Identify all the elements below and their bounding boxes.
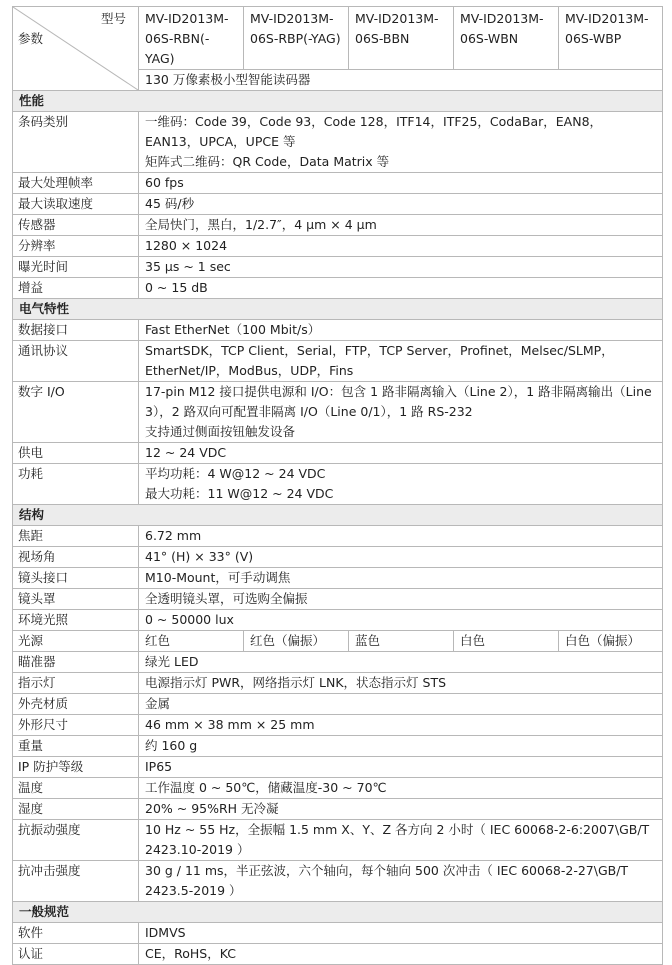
spec-value: 电源指示灯 PWR，网络指示灯 LNK，状态指示灯 STS	[139, 673, 663, 694]
spec-label: 抗振动强度	[13, 820, 139, 861]
spec-value-line: 平均功耗：4 W@12 ~ 24 VDC	[145, 466, 326, 481]
spec-table	[12, 6, 663, 965]
spec-label: 通讯协议	[13, 341, 139, 382]
spec-value: 20% ~ 95%RH 无冷凝	[139, 799, 663, 820]
model-name: MV-ID2013M-06S-WBP	[559, 7, 663, 70]
spec-label: 最大处理帧率	[13, 173, 139, 194]
spec-value: 60 fps	[139, 173, 663, 194]
spec-value-line: 最大功耗：11 W@12 ~ 24 VDC	[145, 486, 334, 501]
spec-row	[13, 257, 663, 278]
spec-row	[13, 923, 663, 944]
spec-row	[13, 757, 663, 778]
spec-row	[13, 341, 663, 382]
spec-row	[13, 652, 663, 673]
spec-value: 0 ~ 50000 lux	[139, 610, 663, 631]
spec-row	[13, 236, 663, 257]
spec-label: 抗冲击强度	[13, 861, 139, 902]
spec-label: 功耗	[13, 464, 139, 505]
spec-label: 指示灯	[13, 673, 139, 694]
spec-row	[13, 526, 663, 547]
light-source-cell: 白色	[454, 631, 559, 652]
spec-value: 全透明镜头罩，可选购全偏振	[139, 589, 663, 610]
spec-label: 外壳材质	[13, 694, 139, 715]
spec-value-line: 矩阵式二维码：QR Code，Data Matrix 等	[145, 154, 390, 169]
spec-value: 30 g / 11 ms，半正弦波，六个轴向，每个轴向 500 次冲击（ IEC 60068-2-27\GB/T 2423.5-2019 ）	[139, 861, 663, 902]
spec-label: 重量	[13, 736, 139, 757]
spec-value: 46 mm × 38 mm × 25 mm	[139, 715, 663, 736]
spec-label: 数字 I/O	[13, 382, 139, 443]
spec-value	[139, 112, 663, 173]
spec-label: 供电	[13, 443, 139, 464]
spec-row	[13, 112, 663, 173]
spec-label: 湿度	[13, 799, 139, 820]
spec-value: 6.72 mm	[139, 526, 663, 547]
spec-label: IP 防护等级	[13, 757, 139, 778]
spec-row	[13, 589, 663, 610]
spec-row	[13, 778, 663, 799]
light-source-cell: 红色（偏振）	[244, 631, 349, 652]
spec-value	[139, 382, 663, 443]
spec-label: 曝光时间	[13, 257, 139, 278]
spec-value: 绿光 LED	[139, 652, 663, 673]
spec-label: 传感器	[13, 215, 139, 236]
spec-value-line: 17-pin M12 接口提供电源和 I/O：包含 1 路非隔离输入（Line 2），1 路非隔离输出（Line 3），2 路双向可配置非隔离 I/O（Line 0/1），1 路 RS-232	[145, 384, 652, 419]
spec-row	[13, 173, 663, 194]
spec-row	[13, 694, 663, 715]
header-corner	[13, 7, 139, 91]
spec-value: Fast EtherNet（100 Mbit/s）	[139, 320, 663, 341]
spec-label: 数据接口	[13, 320, 139, 341]
model-name: MV-ID2013M-06S-WBN	[454, 7, 559, 70]
corner-param-label: 参数	[18, 31, 44, 46]
spec-row	[13, 631, 663, 652]
spec-value: 工作温度 0 ~ 50℃，储藏温度-30 ~ 70℃	[139, 778, 663, 799]
spec-row	[13, 944, 663, 965]
spec-row	[13, 464, 663, 505]
spec-label: 最大读取速度	[13, 194, 139, 215]
spec-label: 条码类别	[13, 112, 139, 173]
model-name: MV-ID2013M-06S-BBN	[349, 7, 454, 70]
section-title: 性能	[13, 91, 663, 112]
section-row	[13, 299, 663, 320]
spec-label: 软件	[13, 923, 139, 944]
header-row	[13, 7, 663, 70]
spec-value: 35 μs ~ 1 sec	[139, 257, 663, 278]
section-title: 一般规范	[13, 902, 663, 923]
spec-row	[13, 194, 663, 215]
spec-label: 分辨率	[13, 236, 139, 257]
spec-row	[13, 443, 663, 464]
spec-value: 1280 × 1024	[139, 236, 663, 257]
spec-label: 温度	[13, 778, 139, 799]
light-source-cell: 蓝色	[349, 631, 454, 652]
light-source-cell: 白色（偏振）	[559, 631, 663, 652]
spec-label: 增益	[13, 278, 139, 299]
product-subtitle: 130 万像素极小型智能读码器	[139, 70, 663, 91]
spec-value: M10-Mount，可手动调焦	[139, 568, 663, 589]
spec-label: 环境光照	[13, 610, 139, 631]
corner-model-label: 型号	[100, 11, 126, 26]
spec-row	[13, 215, 663, 236]
spec-label: 外形尺寸	[13, 715, 139, 736]
spec-label: 光源	[13, 631, 139, 652]
spec-label: 瞄准器	[13, 652, 139, 673]
section-title: 结构	[13, 505, 663, 526]
spec-value: IDMVS	[139, 923, 663, 944]
spec-row	[13, 547, 663, 568]
spec-row	[13, 610, 663, 631]
spec-row	[13, 799, 663, 820]
spec-value: 0 ~ 15 dB	[139, 278, 663, 299]
spec-row	[13, 382, 663, 443]
spec-value	[139, 464, 663, 505]
spec-value: IP65	[139, 757, 663, 778]
spec-label: 认证	[13, 944, 139, 965]
spec-value-line: 支持通过侧面按钮触发设备	[145, 424, 296, 439]
spec-value: 12 ~ 24 VDC	[139, 443, 663, 464]
spec-label: 镜头接口	[13, 568, 139, 589]
spec-label: 镜头罩	[13, 589, 139, 610]
spec-row	[13, 861, 663, 902]
spec-value: CE，RoHS，KC	[139, 944, 663, 965]
spec-value: 10 Hz ~ 55 Hz，全振幅 1.5 mm X、Y、Z 各方向 2 小时（ IEC 60068-2-6:2007\GB/T 2423.10-2019 ）	[139, 820, 663, 861]
spec-row	[13, 278, 663, 299]
spec-row	[13, 715, 663, 736]
spec-value-line: 一维码：Code 39，Code 93，Code 128，ITF14，ITF25，CodaBar，EAN8，EAN13，UPCA，UPCE 等	[145, 114, 603, 149]
section-title: 电气特性	[13, 299, 663, 320]
spec-value: 45 码/秒	[139, 194, 663, 215]
spec-row	[13, 820, 663, 861]
spec-value: 金属	[139, 694, 663, 715]
spec-label: 焦距	[13, 526, 139, 547]
spec-row	[13, 568, 663, 589]
model-name: MV-ID2013M-06S-RBP(-YAG)	[244, 7, 349, 70]
spec-row	[13, 320, 663, 341]
spec-value: SmartSDK，TCP Client，Serial，FTP，TCP Server，Profinet，Melsec/SLMP，EtherNet/IP，ModBus，UDP，Fins	[139, 341, 663, 382]
section-row	[13, 902, 663, 923]
spec-value: 全局快门，黑白，1/2.7″，4 μm × 4 μm	[139, 215, 663, 236]
light-source-cell: 红色	[139, 631, 244, 652]
model-name: MV-ID2013M-06S-RBN(-YAG)	[139, 7, 244, 70]
spec-label: 视场角	[13, 547, 139, 568]
spec-value: 约 160 g	[139, 736, 663, 757]
spec-row	[13, 736, 663, 757]
spec-value: 41° (H) × 33° (V)	[139, 547, 663, 568]
spec-row	[13, 673, 663, 694]
section-row	[13, 91, 663, 112]
section-row	[13, 505, 663, 526]
